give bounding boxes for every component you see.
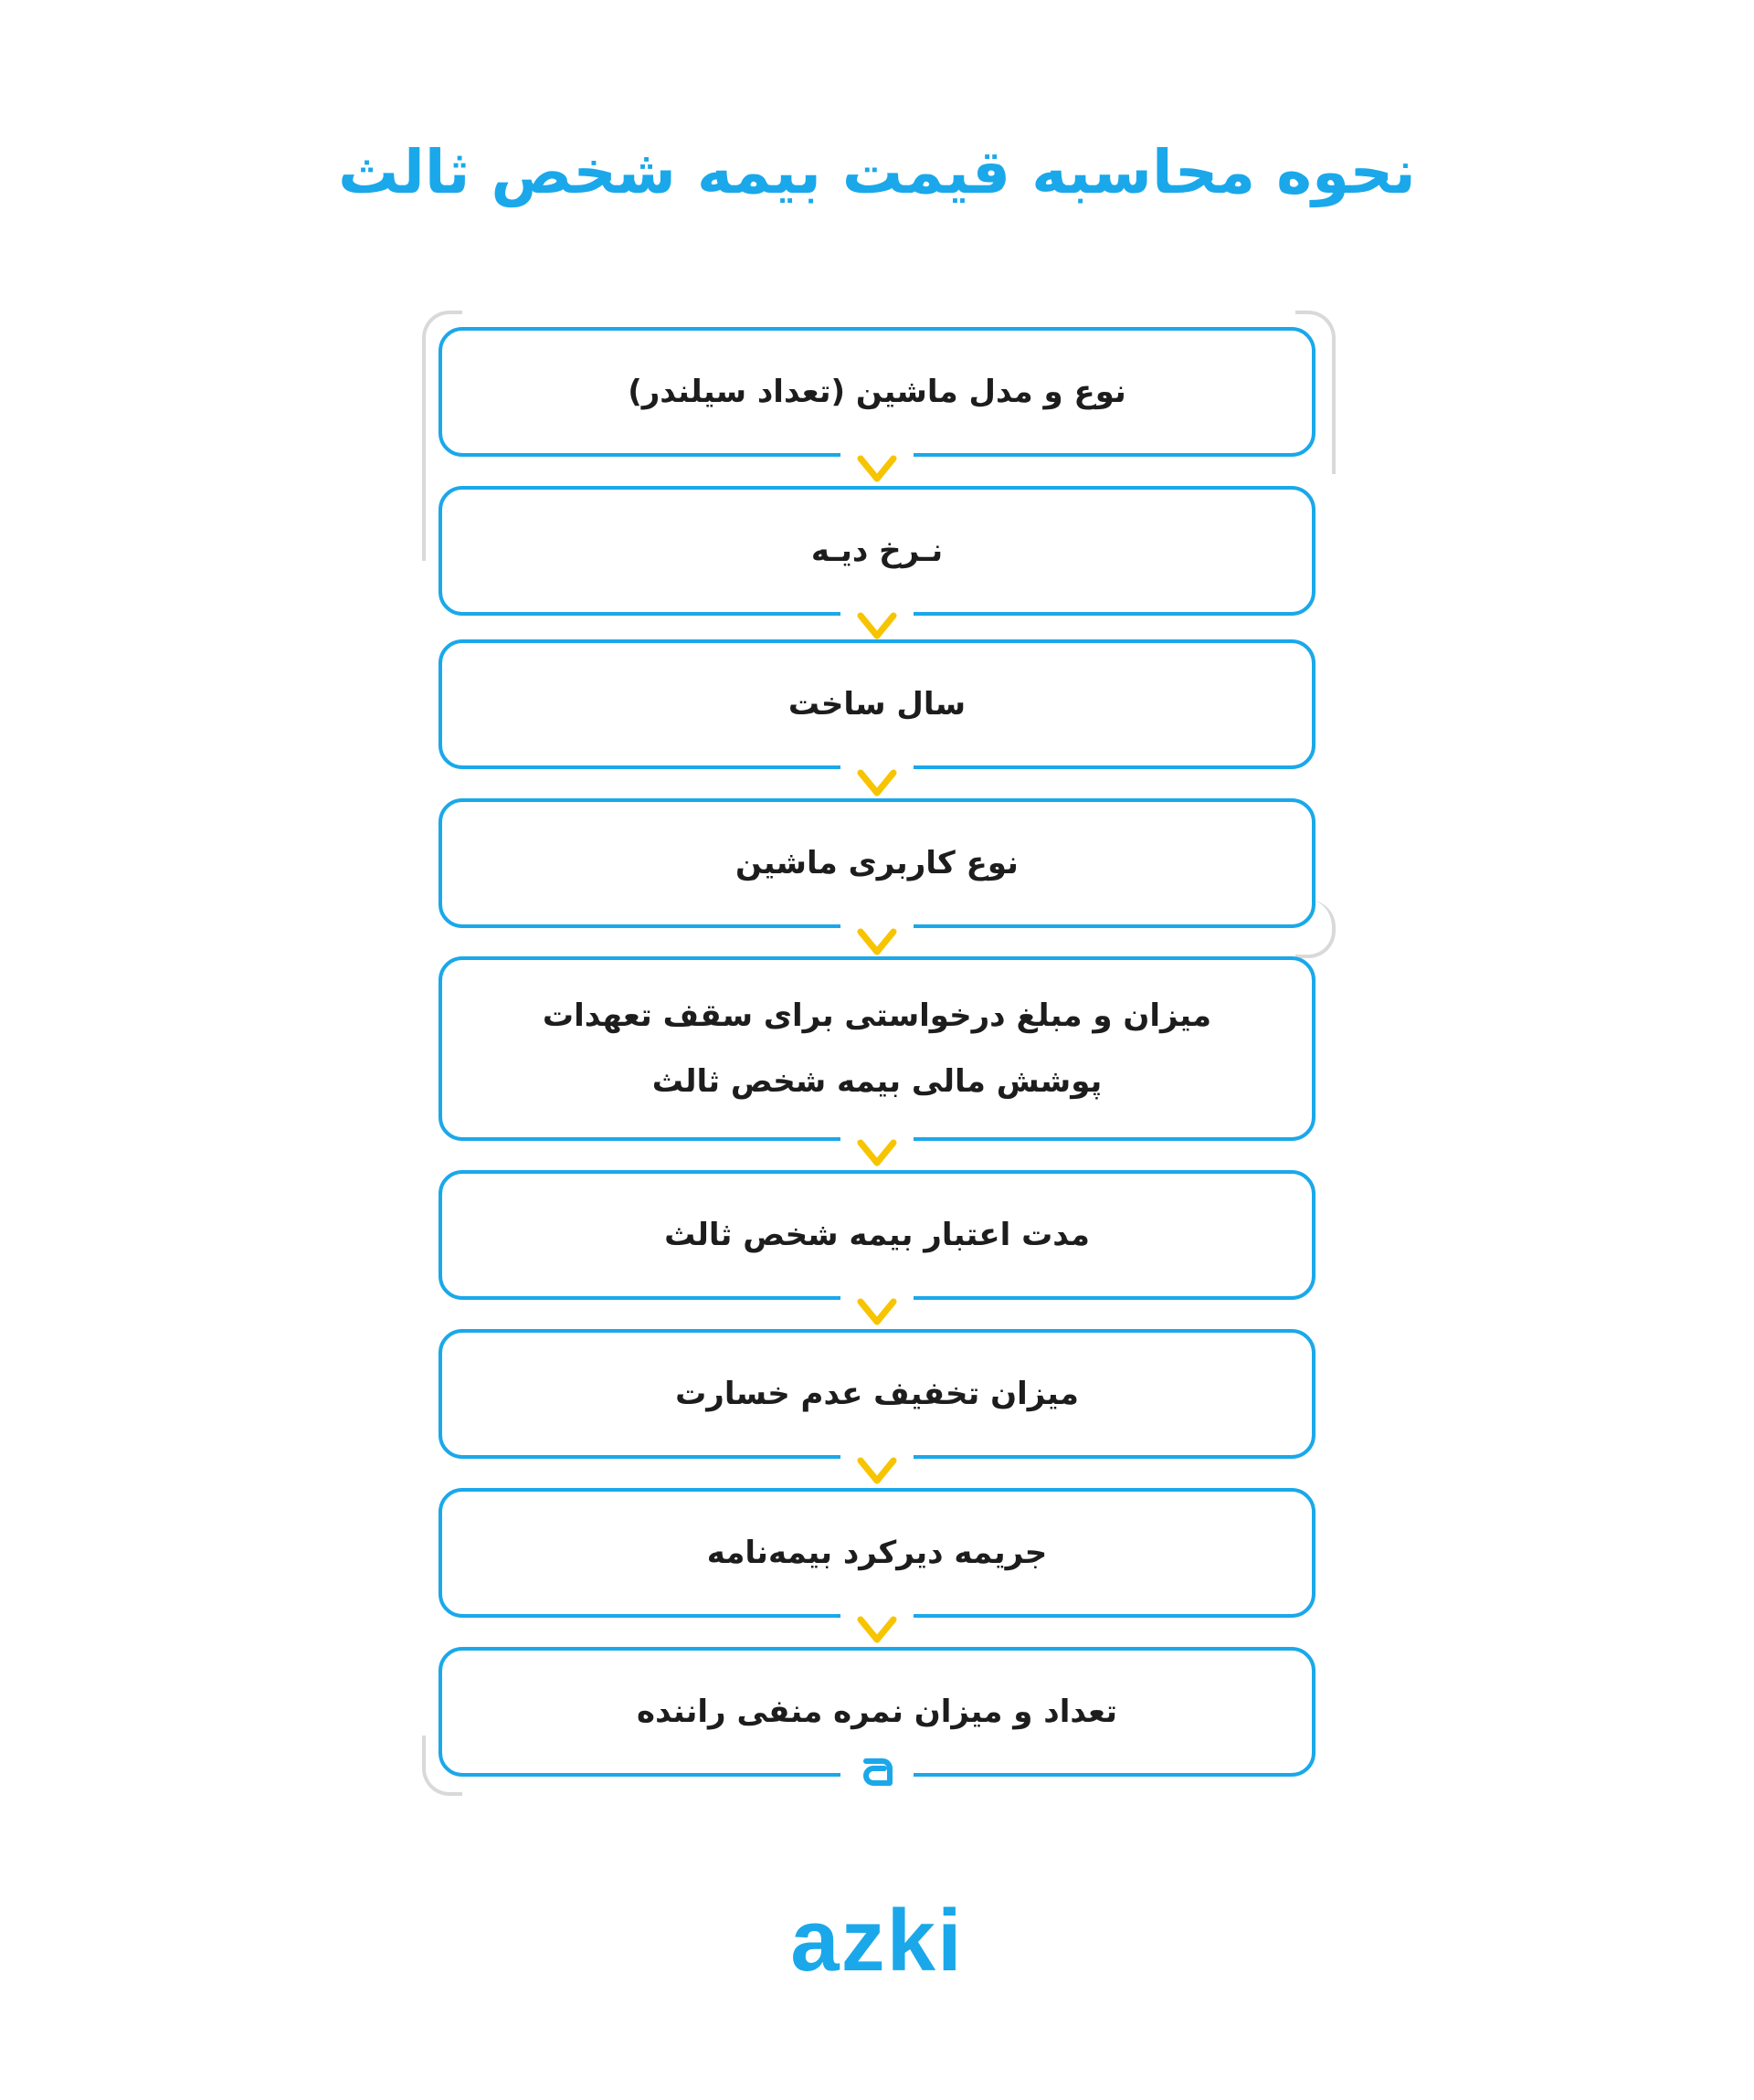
chevron-down-icon <box>855 610 899 643</box>
step-box-8 <box>438 1488 1316 1618</box>
step-label: میزان تخفیف عدم خسارت <box>675 1376 1079 1412</box>
azki-logo: azki <box>790 1892 964 1989</box>
step-box-6 <box>438 1170 1316 1300</box>
step-box-3 <box>438 639 1316 769</box>
azki-mark-icon <box>859 1752 895 1789</box>
step-label: نوع و مدل ماشین (تعداد سیلندر) <box>628 374 1126 410</box>
step-box-1 <box>438 327 1316 457</box>
step-label: سال ساخت <box>787 686 967 723</box>
step-box-4 <box>438 798 1316 928</box>
step-label: میزان و مبلغ درخواستی برای سقف تعهدات پوشش مالی بیمه شخص ثالث <box>542 997 1212 1100</box>
step-label: مدت اعتبار بیمه شخص ثالث <box>664 1217 1090 1253</box>
step-label: تعداد و میزان نمره منفی راننده <box>637 1694 1117 1730</box>
step-box-5 <box>438 956 1316 1141</box>
chevron-down-icon <box>855 1455 899 1488</box>
step-label: نوع کاربری ماشین <box>735 845 1019 881</box>
step-box-2 <box>438 486 1316 616</box>
step-label: نـرخ دیـه <box>810 533 944 569</box>
chevron-down-icon <box>855 1137 899 1170</box>
step-label: جریمه دیرکرد بیمه‌نامه <box>706 1535 1048 1571</box>
chevron-down-icon <box>855 767 899 800</box>
chevron-down-icon <box>855 453 899 486</box>
chevron-down-icon <box>855 1614 899 1647</box>
page-title: نحوه محاسبه قیمت بیمه شخص ثالث <box>338 137 1416 207</box>
step-box-7 <box>438 1329 1316 1459</box>
chevron-down-icon <box>855 926 899 959</box>
chevron-down-icon <box>855 1296 899 1329</box>
